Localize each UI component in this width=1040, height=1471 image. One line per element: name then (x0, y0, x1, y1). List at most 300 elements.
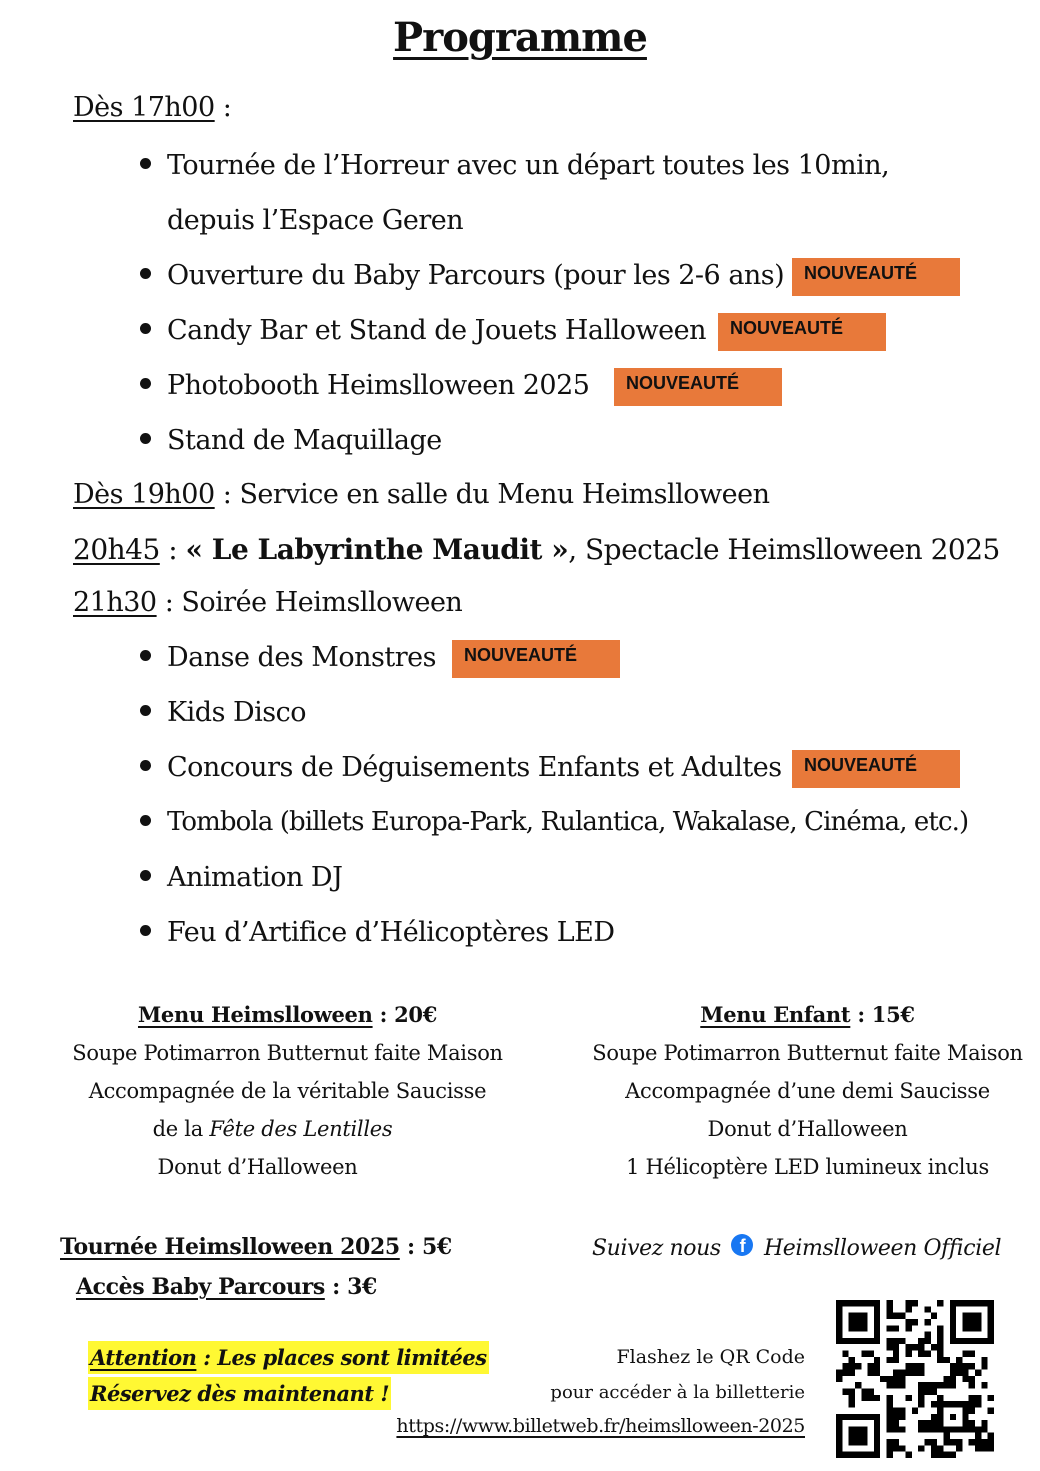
qr-module (956, 1300, 962, 1306)
list-item: Kids Disco (140, 697, 306, 728)
qr-module (887, 1426, 893, 1432)
warning-box: Attention : Les places sont limitées Réservez dès maintenant ! (88, 1340, 489, 1412)
qr-module (868, 1414, 874, 1420)
qr-module (950, 1439, 956, 1445)
qr-module (981, 1439, 987, 1445)
qr-module (849, 1325, 855, 1331)
list-item: Tournée de l’Horreur avec un départ toutes les 10min, (140, 150, 889, 181)
qr-module (931, 1439, 937, 1445)
qr-module (969, 1420, 975, 1426)
qr-module (943, 1382, 949, 1388)
warning-label: Attention (90, 1345, 197, 1370)
qr-module (887, 1344, 893, 1350)
qr-module (849, 1370, 855, 1376)
qr-module (868, 1363, 874, 1369)
new-badge: NOUVEAUTÉ (792, 258, 960, 296)
qr-module (887, 1407, 893, 1413)
separator: : (214, 92, 232, 123)
qr-module (899, 1313, 905, 1319)
qr-module (918, 1388, 924, 1394)
qr-module (849, 1452, 855, 1458)
menu-line: Soupe Potimarron Butternut faite Maison (72, 1041, 503, 1065)
qr-module (975, 1370, 981, 1376)
qr-module (836, 1420, 842, 1426)
qr-module (937, 1351, 943, 1357)
price-baby: Accès Baby Parcours : 3€ (76, 1274, 377, 1300)
qr-module (943, 1433, 949, 1439)
qr-module (950, 1370, 956, 1376)
qr-module (899, 1407, 905, 1413)
qr-module (956, 1357, 962, 1363)
new-badge: NOUVEAUTÉ (614, 368, 782, 406)
qr-module (918, 1426, 924, 1432)
qr-module (887, 1357, 893, 1363)
qr-module (937, 1338, 943, 1344)
time-label: Dès 19h00 (73, 479, 215, 510)
qr-module (975, 1300, 981, 1306)
qr-module (924, 1420, 930, 1426)
qr-module (975, 1313, 981, 1319)
qr-module (918, 1382, 924, 1388)
qr-module (988, 1306, 994, 1312)
qr-module (950, 1382, 956, 1388)
qr-module (937, 1445, 943, 1451)
qr-module (943, 1426, 949, 1432)
qr-module (931, 1344, 937, 1350)
qr-module (887, 1325, 893, 1331)
qr-module (931, 1414, 937, 1420)
qr-module (918, 1363, 924, 1369)
list-item: Concours de Déguisements Enfants et Adultes (140, 752, 782, 783)
qr-module (906, 1363, 912, 1369)
qr-module (874, 1313, 880, 1319)
qr-module (887, 1382, 893, 1388)
qr-module (931, 1445, 937, 1451)
qr-module (969, 1363, 975, 1369)
section-19h: Dès 19h00 : Service en salle du Menu Heimslloween (73, 479, 770, 510)
qr-module (943, 1376, 949, 1382)
qr-module (861, 1351, 867, 1357)
qr-module (868, 1452, 874, 1458)
qr-module (855, 1338, 861, 1344)
qr-module (969, 1407, 975, 1413)
qr-module (836, 1325, 842, 1331)
list-item-continuation: depuis l’Espace Geren (167, 205, 464, 236)
qr-module (887, 1420, 893, 1426)
qr-module (849, 1395, 855, 1401)
menu-line: Soupe Potimarron Butternut faite Maison (592, 1041, 1023, 1065)
qr-module (849, 1319, 855, 1325)
qr-module (887, 1300, 893, 1306)
qr-module (836, 1433, 842, 1439)
qr-module (969, 1319, 975, 1325)
qr-module (969, 1401, 975, 1407)
qr-instruction: Flashez le QR Code (616, 1346, 805, 1368)
qr-module (836, 1370, 842, 1376)
qr-module (874, 1306, 880, 1312)
qr-module (937, 1357, 943, 1363)
qr-module (912, 1300, 918, 1306)
qr-module (969, 1300, 975, 1306)
qr-module (849, 1401, 855, 1407)
time-label: Dès 17h00 (73, 92, 215, 123)
qr-module (950, 1300, 956, 1306)
qr-module (988, 1395, 994, 1401)
menu-line: Donut d’Halloween (157, 1155, 358, 1179)
qr-module (906, 1370, 912, 1376)
new-badge: NOUVEAUTÉ (718, 313, 886, 351)
qr-module (912, 1363, 918, 1369)
qr-module (849, 1357, 855, 1363)
list-item: Tombola (billets Europa-Park, Rulantica, Wakalase, Cinéma, etc.) (140, 807, 968, 837)
qr-module (906, 1395, 912, 1401)
qr-module (874, 1395, 880, 1401)
qr-module (962, 1370, 968, 1376)
new-badge: NOUVEAUTÉ (792, 750, 960, 788)
qr-module (981, 1382, 987, 1388)
qr-module (874, 1426, 880, 1432)
section-21h30: 21h30 : Soirée Heimslloween (73, 587, 463, 618)
qr-module (981, 1300, 987, 1306)
menu-line: 1 Hélicoptère LED lumineux inclus (626, 1155, 989, 1179)
qr-module (924, 1351, 930, 1357)
qr-module (969, 1395, 975, 1401)
qr-module (893, 1313, 899, 1319)
qr-module (906, 1300, 912, 1306)
qr-module (969, 1338, 975, 1344)
facebook-page-name[interactable]: Heimslloween Officiel (763, 1236, 1002, 1261)
qr-module (950, 1376, 956, 1382)
qr-module (962, 1376, 968, 1382)
bullet-icon (140, 870, 151, 881)
qr-module (956, 1363, 962, 1369)
qr-module (969, 1382, 975, 1388)
qr-module (969, 1439, 975, 1445)
qr-module (842, 1414, 848, 1420)
qr-module (988, 1319, 994, 1325)
qr-module (969, 1325, 975, 1331)
facebook-icon[interactable]: f (731, 1234, 753, 1256)
qr-module (931, 1420, 937, 1426)
qr-module (931, 1382, 937, 1388)
qr-module (836, 1300, 842, 1306)
qr-module (924, 1388, 930, 1394)
qr-module (868, 1300, 874, 1306)
qr-module (975, 1395, 981, 1401)
qr-module (931, 1426, 937, 1432)
qr-module (899, 1376, 905, 1382)
qr-module (937, 1332, 943, 1338)
qr-module (893, 1414, 899, 1420)
qr-module (956, 1439, 962, 1445)
qr-module (906, 1452, 912, 1458)
qr-module (988, 1445, 994, 1451)
qr-module (836, 1439, 842, 1445)
qr-module (893, 1338, 899, 1344)
bullet-icon (140, 378, 151, 389)
qr-module (887, 1414, 893, 1420)
qr-module (950, 1306, 956, 1312)
qr-module (836, 1414, 842, 1420)
qr-module (912, 1370, 918, 1376)
qr-module (962, 1363, 968, 1369)
qr-module (924, 1319, 930, 1325)
menu-line: Accompagnée de la véritable Saucisse (88, 1079, 487, 1103)
qr-module (950, 1426, 956, 1432)
qr-module (849, 1313, 855, 1319)
section-20h45: 20h45 : « Le Labyrinthe Maudit », Spectacle Heimslloween 2025 (73, 533, 1000, 566)
list-item: Ouverture du Baby Parcours (pour les 2-6 ans) (140, 260, 784, 291)
bullet-icon (140, 158, 151, 169)
qr-module (874, 1433, 880, 1439)
qr-module (849, 1300, 855, 1306)
qr-module (956, 1426, 962, 1432)
qr-module (893, 1370, 899, 1376)
qr-module (906, 1325, 912, 1331)
qr-instruction-2: pour accéder à la billetterie (550, 1382, 805, 1403)
qr-module (906, 1344, 912, 1350)
qr-module (956, 1445, 962, 1451)
qr-module (906, 1319, 912, 1325)
qr-module (893, 1351, 899, 1357)
qr-module (975, 1445, 981, 1451)
qr-module (893, 1426, 899, 1432)
qr-module (988, 1300, 994, 1306)
qr-module (918, 1351, 924, 1357)
qr-module (868, 1338, 874, 1344)
qr-module (937, 1325, 943, 1331)
qr-module (874, 1300, 880, 1306)
qr-module (988, 1332, 994, 1338)
qr-module (931, 1313, 937, 1319)
qr-module (861, 1414, 867, 1420)
qr-module (969, 1313, 975, 1319)
qr-module (849, 1414, 855, 1420)
page-title: Programme (393, 14, 647, 61)
qr-module (988, 1325, 994, 1331)
qr-module (855, 1414, 861, 1420)
qr-module (855, 1433, 861, 1439)
qr-module (887, 1452, 893, 1458)
qr-module (842, 1338, 848, 1344)
qr-module (874, 1452, 880, 1458)
qr-module (849, 1388, 855, 1394)
qr-module (962, 1426, 968, 1432)
qr-module (962, 1319, 968, 1325)
qr-module (874, 1414, 880, 1420)
qr-module (836, 1376, 842, 1382)
qr-module (893, 1325, 899, 1331)
qr-module (893, 1376, 899, 1382)
qr-module (836, 1332, 842, 1338)
qr-module (899, 1445, 905, 1451)
bullet-icon (140, 650, 151, 661)
bullet-icon (140, 925, 151, 936)
qr-module (868, 1351, 874, 1357)
qr-module (874, 1439, 880, 1445)
qr-module (918, 1401, 924, 1407)
qr-module (981, 1338, 987, 1344)
qr-module (962, 1338, 968, 1344)
qr-module (937, 1426, 943, 1432)
qr-module (962, 1313, 968, 1319)
qr-module (849, 1426, 855, 1432)
qr-module (981, 1426, 987, 1432)
qr-module (861, 1325, 867, 1331)
qr-module (975, 1433, 981, 1439)
qr-module (950, 1401, 956, 1407)
list-item: Feu d’Artifice d’Hélicoptères LED (140, 917, 615, 948)
qr-module (836, 1426, 842, 1432)
qr-module (887, 1376, 893, 1382)
qr-module (887, 1439, 893, 1445)
qr-module (899, 1382, 905, 1388)
section-17h-heading (73, 92, 231, 123)
qr-module (899, 1370, 905, 1376)
qr-module (937, 1344, 943, 1350)
menu-line: de la Fête des Lentilles (152, 1117, 393, 1141)
menu-heading: Menu Heimslloween : 20€ (137, 1002, 438, 1027)
qr-module (988, 1313, 994, 1319)
qr-module (874, 1445, 880, 1451)
qr-module (924, 1332, 930, 1338)
menu-child (580, 996, 1035, 1186)
qr-module (836, 1306, 842, 1312)
menu-line: Donut d’Halloween (707, 1117, 908, 1141)
social-follow: Suivez nous f Heimslloween Officiel (592, 1236, 1002, 1261)
bullet-icon (140, 760, 151, 771)
qr-module (842, 1351, 848, 1357)
qr-module (893, 1445, 899, 1451)
qr-module (855, 1300, 861, 1306)
qr-module (988, 1439, 994, 1445)
qr-module (988, 1338, 994, 1344)
qr-module (849, 1338, 855, 1344)
qr-module (906, 1306, 912, 1312)
qr-module (981, 1363, 987, 1369)
qr-module (950, 1325, 956, 1331)
qr-module (861, 1433, 867, 1439)
qr-module (861, 1338, 867, 1344)
qr-module (893, 1382, 899, 1388)
qr-module (874, 1332, 880, 1338)
qr-module (943, 1439, 949, 1445)
qr-module (950, 1363, 956, 1369)
qr-module (899, 1414, 905, 1420)
qr-module (874, 1357, 880, 1363)
qr-code[interactable] (836, 1300, 994, 1458)
qr-module (975, 1338, 981, 1344)
qr-module (855, 1439, 861, 1445)
bullet-icon (140, 268, 151, 279)
qr-module (893, 1344, 899, 1350)
list-item: Danse des Monstres (140, 642, 436, 673)
qr-module (887, 1445, 893, 1451)
qr-module (981, 1420, 987, 1426)
qr-module (861, 1388, 867, 1394)
qr-module (962, 1300, 968, 1306)
qr-module (937, 1452, 943, 1458)
qr-module (893, 1420, 899, 1426)
qr-module (924, 1439, 930, 1445)
qr-module (842, 1363, 848, 1369)
qr-module (956, 1338, 962, 1344)
qr-module (969, 1351, 975, 1357)
qr-module (849, 1433, 855, 1439)
qr-module (975, 1439, 981, 1445)
qr-module (855, 1426, 861, 1432)
time-label: 21h30 (73, 587, 157, 618)
qr-module (887, 1338, 893, 1344)
qr-module (962, 1407, 968, 1413)
qr-module (855, 1325, 861, 1331)
qr-module (887, 1401, 893, 1407)
list-item: Stand de Maquillage (140, 425, 442, 456)
qr-module (918, 1370, 924, 1376)
qr-module (975, 1319, 981, 1325)
qr-module (924, 1306, 930, 1312)
qr-module (868, 1395, 874, 1401)
qr-module (924, 1338, 930, 1344)
qr-module (962, 1401, 968, 1407)
list-item: Candy Bar et Stand de Jouets Halloween (140, 315, 706, 346)
qr-module (962, 1414, 968, 1420)
qr-module (975, 1401, 981, 1407)
qr-module (956, 1401, 962, 1407)
qr-module (861, 1319, 867, 1325)
qr-module (912, 1344, 918, 1350)
qr-module (874, 1319, 880, 1325)
qr-module (950, 1452, 956, 1458)
qr-module (874, 1338, 880, 1344)
qr-module (981, 1445, 987, 1451)
qr-module (880, 1376, 886, 1382)
qr-module (836, 1452, 842, 1458)
qr-module (937, 1420, 943, 1426)
qr-module (861, 1426, 867, 1432)
qr-module (918, 1395, 924, 1401)
qr-module (988, 1407, 994, 1413)
qr-module (868, 1370, 874, 1376)
qr-module (868, 1388, 874, 1394)
qr-module (931, 1388, 937, 1394)
qr-module (836, 1319, 842, 1325)
qr-module (849, 1363, 855, 1369)
qr-module (836, 1338, 842, 1344)
qr-module (918, 1338, 924, 1344)
bullet-icon (140, 705, 151, 716)
qr-module (842, 1370, 848, 1376)
qr-module (969, 1426, 975, 1432)
qr-module (842, 1300, 848, 1306)
ticket-link[interactable]: https://www.billetweb.fr/heimslloween-2025 (396, 1415, 805, 1437)
qr-module (918, 1344, 924, 1350)
qr-module (887, 1306, 893, 1312)
qr-module (899, 1426, 905, 1432)
qr-module (975, 1325, 981, 1331)
qr-module (855, 1363, 861, 1369)
qr-module (950, 1414, 956, 1420)
qr-module (836, 1445, 842, 1451)
new-badge: NOUVEAUTÉ (452, 640, 620, 678)
qr-module (861, 1452, 867, 1458)
qr-module (912, 1407, 918, 1413)
qr-module (981, 1357, 987, 1363)
list-item: Animation DJ (140, 862, 342, 893)
time-label: 20h45 (73, 533, 160, 566)
qr-module (842, 1452, 848, 1458)
qr-module (950, 1319, 956, 1325)
